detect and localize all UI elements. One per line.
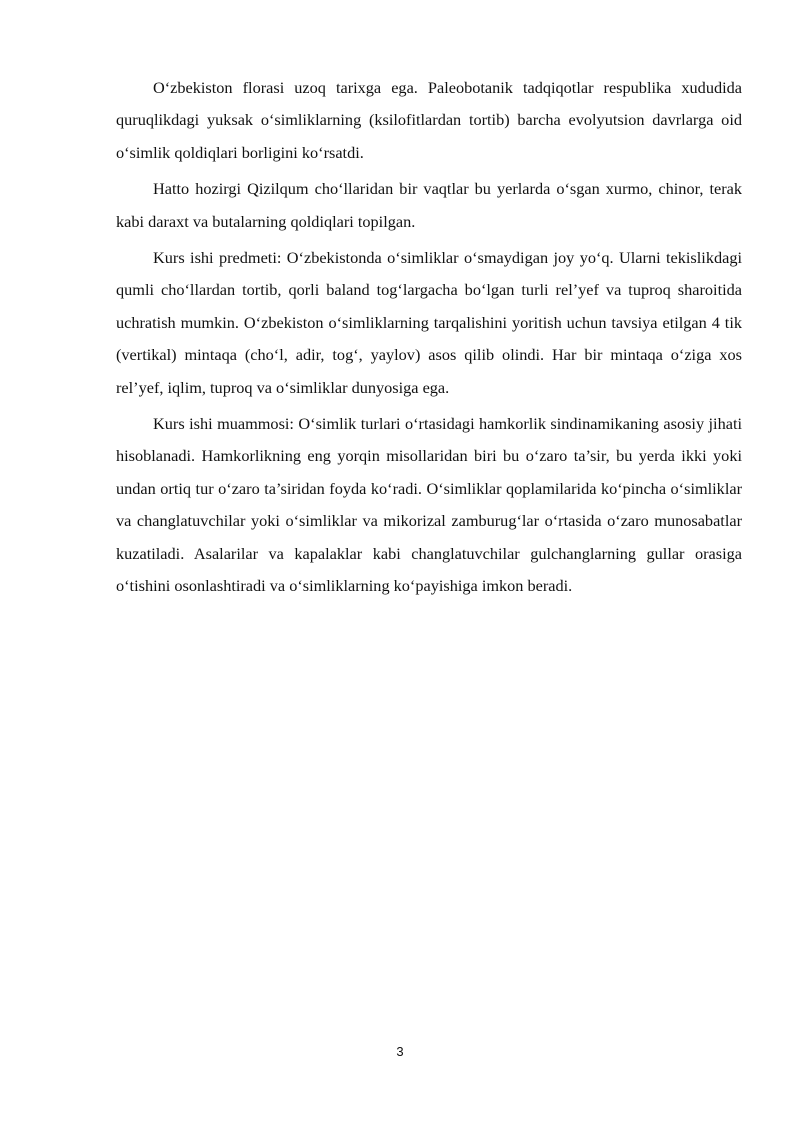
body-text bbox=[116, 72, 742, 607]
page-number: 3 bbox=[396, 1044, 404, 1059]
paragraph-course-subject: Kurs ishi predmeti: O‘zbekistonda o‘simliklar o‘smaydigan joy yo‘q. Ularni tekislikdagi qumli cho‘llardan tortib, qorli baland tog‘largacha bo‘lgan turli rel’yef va tuproq sharoitida uchratish mumkin. O‘zbekiston o‘simliklarning tarqalishini yoritish uchun tavsiya etilgan 4 tik (vertikal) mintaqa (cho‘l, adir, tog‘, yaylov) asos qilib olindi. Har bir mintaqa o‘ziga xos rel’yef, iqlim, tuproq va o‘simliklar dunyosiga ega. bbox=[116, 248, 742, 397]
paragraph-course-problem: Kurs ishi muammosi: O‘simlik turlari o‘rtasidagi hamkorlik sindinamikaning asosiy jihati hisoblanadi. Hamkorlikning eng yorqin misollaridan biri bu o‘zaro ta’sir, bu yerda ikki yoki undan ortiq tur o‘zaro ta’siridan foyda ko‘radi. O‘simliklar qoplamilarida ko‘pincha o‘simliklar va changlatuvchilar yoki o‘simliklar va mikorizal zamburug‘lar o‘rtasida o‘zaro munosabatlar kuzatiladi. Asalarilar va kapalaklar kabi changlatuvchilar gulchanglarning gullar orasiga o‘tishini osonlashtiradi va o‘simliklarning ko‘payishiga imkon beradi. bbox=[116, 414, 742, 596]
paragraph-flora-history: O‘zbekiston florasi uzoq tarixga ega. Paleobotanik tadqiqotlar respublika xududida quruqlikdagi yuksak o‘simliklarning (ksilofitlardan tortib) barcha evolyutsion davrlarga oid o‘simlik qoldiqlari borligini ko‘rsatdi. bbox=[116, 78, 742, 162]
paragraph-qizilqum-remains: Hatto hozirgi Qizilqum cho‘llaridan bir vaqtlar bu yerlarda o‘sgan xurmo, chinor, terak kabi daraxt va butalarning qoldiqlari topilgan. bbox=[116, 179, 742, 231]
